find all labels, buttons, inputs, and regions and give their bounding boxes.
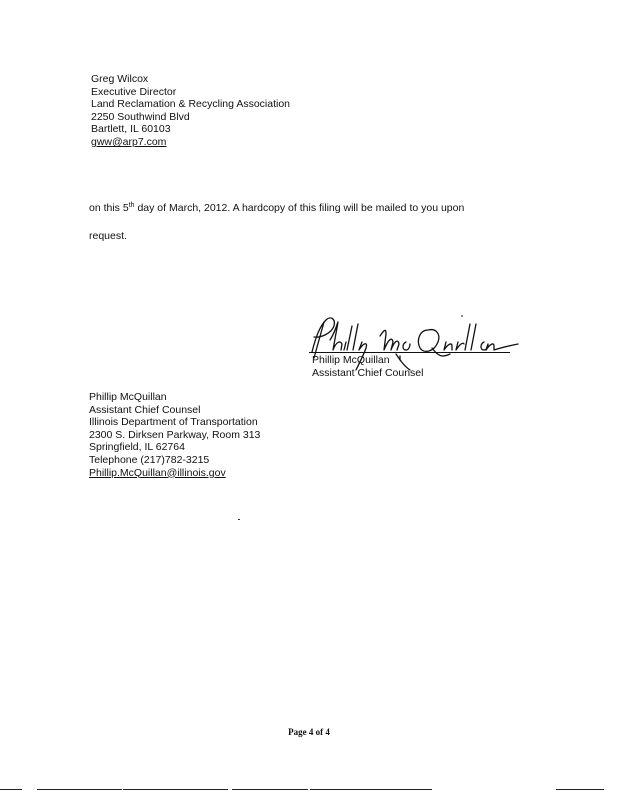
- sender-telephone: Telephone (217)782-3215: [89, 453, 210, 466]
- signature-line: [309, 352, 510, 353]
- bottom-rule-segment: [310, 789, 432, 790]
- service-statement-continued: request.: [89, 230, 127, 242]
- bottom-rule-segment: [232, 789, 308, 790]
- sender-address: [89, 391, 260, 479]
- sender-email-link[interactable]: Phillip.McQuillan@illinois.gov: [89, 466, 226, 479]
- bottom-rule-segment: [123, 789, 228, 790]
- service-statement: [89, 202, 464, 214]
- recipient-street: 2250 Southwind Blvd: [91, 110, 190, 123]
- sender-organization: Illinois Department of Transportation: [89, 416, 258, 429]
- recipient-city: Bartlett, IL 60103: [91, 123, 171, 136]
- sender-name: Phillip McQuillan: [89, 391, 167, 403]
- recipient-name: Greg Wilcox: [91, 73, 149, 85]
- service-statement-rest: day of March, 2012. A hardcopy of this filing will be mailed to you upon: [134, 202, 465, 214]
- bottom-rule-segment: [556, 789, 604, 790]
- service-recipient-address: [91, 73, 290, 149]
- recipient-title: Executive Director: [91, 85, 177, 98]
- recipient-organization: Land Reclamation & Recycling Association: [91, 98, 291, 111]
- sender-street: 2300 S. Dirksen Parkway, Room 313: [89, 428, 261, 441]
- bottom-rule-segment: [0, 789, 22, 790]
- service-statement-start: on this 5: [89, 202, 129, 214]
- page-number: Page 4 of 4: [288, 727, 330, 737]
- sender-city: Springfield, IL 62764: [89, 441, 185, 454]
- bottom-rule-segment: [37, 789, 122, 790]
- signer-name: Phillip McQuillan: [312, 354, 390, 366]
- signer-title: Assistant Chief Counsel: [312, 367, 424, 379]
- sender-title: Assistant Chief Counsel: [89, 403, 201, 416]
- ordinal-suffix: th: [128, 202, 135, 209]
- scan-speck: [238, 519, 240, 520]
- signature-block: [312, 354, 423, 380]
- recipient-email-link[interactable]: gww@arp7.com: [91, 135, 167, 148]
